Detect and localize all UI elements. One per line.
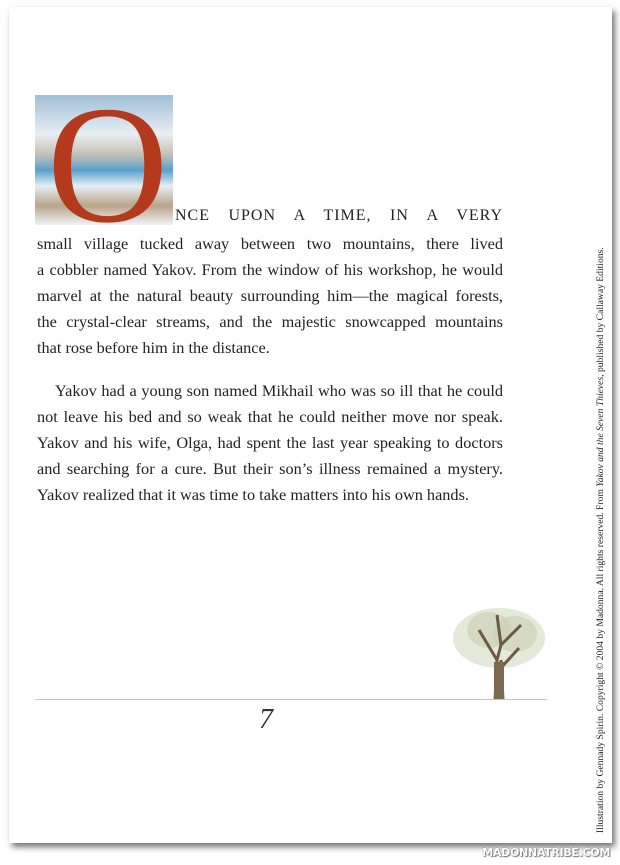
credit-text: Illustration by Gennady Spirin. Copyright © 2004 by Madonna. All rights reserved. From <box>595 486 606 833</box>
text-line: marvel at the natural beauty surrounding him—the magical forests, <box>37 286 503 305</box>
tree-illustration <box>449 600 549 702</box>
text-line: not leave his bed and so weak that he could neither move nor speak. <box>37 407 503 426</box>
text-line: small village tucked away between two mountains, there lived <box>37 234 503 253</box>
text-line: that rose before him in the distance. <box>37 338 270 357</box>
drop-cap-letter: O <box>47 95 169 225</box>
illuminated-drop-cap <box>35 95 173 225</box>
page-number: 7 <box>259 704 273 735</box>
book-page <box>9 7 612 843</box>
copyright-credit <box>595 247 606 833</box>
first-line-smallcaps: NCE UPON A TIME, IN A VERY <box>175 207 503 224</box>
book-title: Yakov and the Seven Thieves <box>595 376 606 487</box>
text-line: and searching for a cure. But their son’s illness remained a mystery. <box>37 459 503 478</box>
credit-text: , published by Callaway Editions. <box>595 247 606 377</box>
text-line: Yakov had a young son named Mikhail who was so ill that he could <box>55 381 503 400</box>
text-line: Yakov and his wife, Olga, had spent the last year speaking to doctors <box>37 433 503 452</box>
text-line: a cobbler named Yakov. From the window of his workshop, he would <box>37 260 503 279</box>
horizon-divider <box>35 699 547 700</box>
text-line: the crystal-clear streams, and the majestic snowcapped mountains <box>37 312 503 331</box>
watermark: MADONNATRIBE.COM <box>482 846 610 859</box>
text-line: Yakov realized that it was time to take matters into his own hands. <box>37 485 469 504</box>
